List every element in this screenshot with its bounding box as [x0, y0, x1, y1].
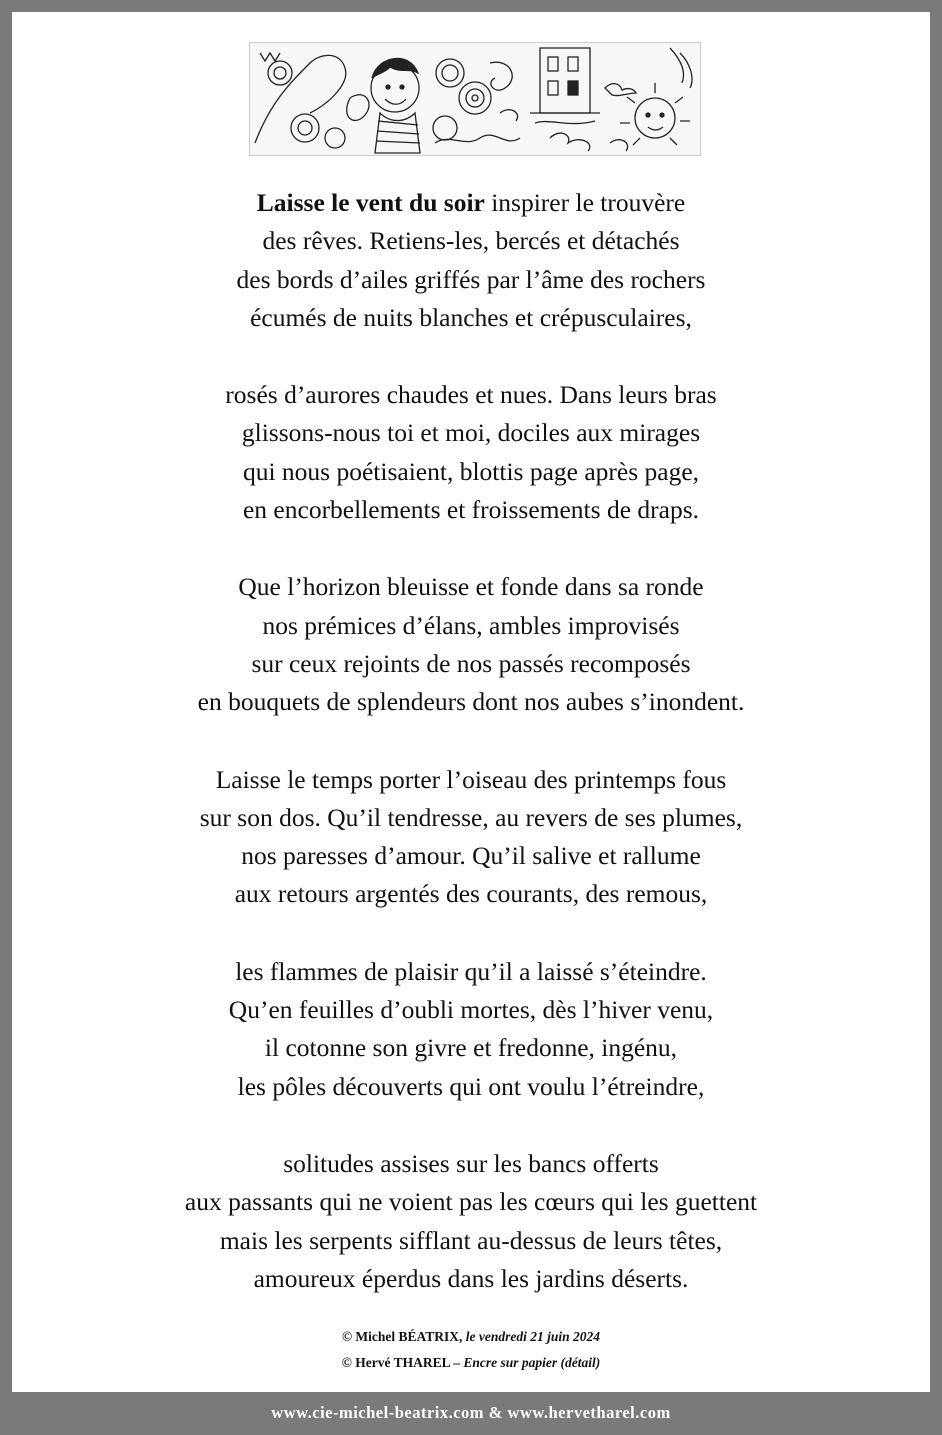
artist-credit-work: Encre sur papier (détail)	[463, 1355, 601, 1370]
poem-line: en bouquets de splendeurs dont nos aubes s’inondent.	[197, 687, 745, 717]
poem-line-rest: inspirer le trouvère	[484, 188, 686, 217]
stanza	[12, 568, 930, 721]
poem-line: des rêves. Retiens-les, bercés et détachés	[262, 226, 680, 256]
poem-line: Laisse le temps porter l’oiseau des printemps fous	[215, 764, 727, 794]
artist-credit	[12, 1350, 930, 1376]
poem-page	[12, 12, 930, 1392]
poem-line: les flammes de plaisir qu’il a laissé s’éteindre.	[235, 956, 707, 986]
footer-websites: www.cie-michel-beatrix.com & www.hervetharel.com	[271, 1403, 671, 1422]
poem-body	[12, 184, 930, 1337]
stanza	[12, 1145, 930, 1298]
poem-line: les pôles découverts qui ont voulu l’étreindre,	[237, 1071, 705, 1101]
author-credit	[12, 1324, 930, 1350]
poem-line: aux retours argentés des courants, des remous,	[234, 879, 708, 909]
stanza	[12, 761, 930, 914]
stanza	[12, 376, 930, 529]
poem-line: amoureux éperdus dans les jardins déserts.	[253, 1263, 689, 1293]
credits	[12, 1324, 930, 1376]
poem-line: sur son dos. Qu’il tendresse, au revers de ses plumes,	[199, 802, 743, 832]
poem-line: glissons-nous toi et moi, dociles aux mirages	[241, 418, 701, 448]
poem-line: rosés d’aurores chaudes et nues. Dans leurs bras	[225, 380, 717, 410]
ink-drawing-image	[250, 43, 700, 155]
author-credit-date: le vendredi 21 juin 2024	[465, 1329, 601, 1344]
poem-line: aux passants qui ne voient pas les cœurs qui les guettent	[184, 1187, 758, 1217]
poem-line: mais les serpents sifflant au-dessus de leurs têtes,	[219, 1225, 723, 1255]
stanza	[12, 953, 930, 1106]
poem-line: nos paresses d’amour. Qu’il salive et rallume	[241, 841, 701, 871]
author-credit-name: © Michel BÉATRIX,	[341, 1329, 466, 1344]
poem-line: qui nous poétisaient, blottis page après page,	[242, 456, 700, 486]
stanza	[12, 184, 930, 337]
poem-line: Que l’horizon bleuisse et fonde dans sa ronde	[238, 572, 704, 602]
poem-line	[12, 184, 930, 222]
poem-line: des bords d’ailes griffés par l’âme des rochers	[236, 264, 706, 294]
poem-line: solitudes assises sur les bancs offerts	[283, 1148, 659, 1178]
poem-line: il cotonne son givre et fredonne, ingénu,	[264, 1033, 678, 1063]
poem-line: nos prémices d’élans, ambles improvisés	[262, 610, 680, 640]
poem-line: écumés de nuits blanches et crépusculaires,	[250, 302, 692, 332]
artist-credit-name: © Hervé THAREL –	[341, 1355, 464, 1370]
poem-line: sur ceux rejoints de nos passés recomposés	[251, 648, 691, 678]
ink-drawing-illustration	[249, 42, 701, 156]
poem-line: en encorbellements et froissements de draps.	[242, 495, 699, 525]
poem-title-phrase: Laisse le vent du soir	[256, 188, 485, 217]
poem-line: Qu’en feuilles d’oubli mortes, dès l’hiver venu,	[228, 995, 714, 1025]
